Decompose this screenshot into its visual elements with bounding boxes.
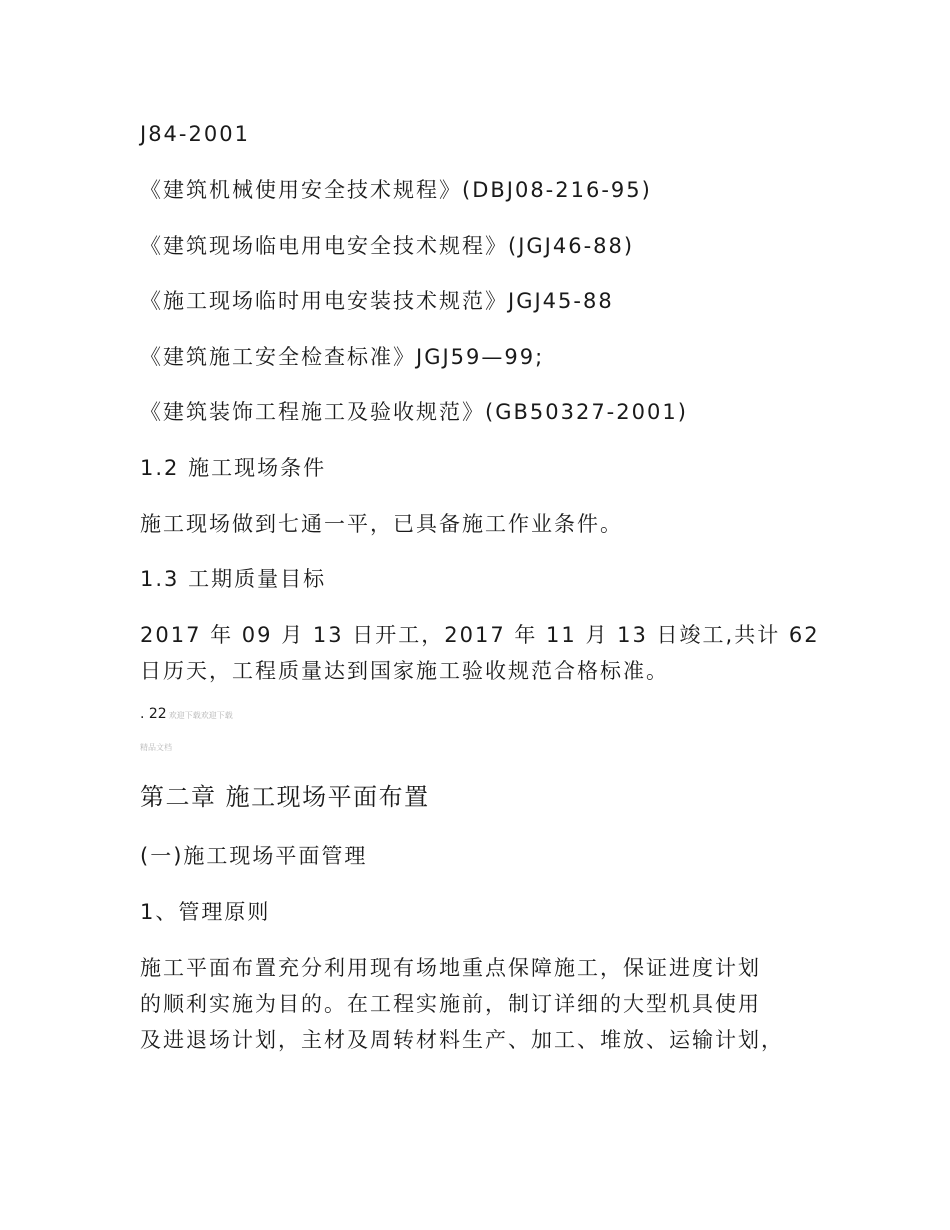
standard-item: 《建筑装饰工程施工及验收规范》(GB50327-2001) — [140, 400, 688, 424]
paragraph: 施工现场做到七通一平，已具备施工作业条件。 — [140, 512, 623, 536]
standard-item: 《建筑施工安全检查标准》JGJ59—99; — [140, 345, 545, 369]
page-marker — [140, 706, 233, 724]
paragraph-line: 的顺利实施为目的。在工程实施前，制订详细的大型机具使用 — [140, 992, 761, 1016]
page-number: . 22 — [140, 706, 167, 722]
section-title: 1.2 施工现场条件 — [140, 456, 327, 480]
item-title: 1、管理原则 — [140, 900, 271, 924]
standard-item: 《建筑现场临电用电安全技术规程》(JGJ46-88) — [140, 234, 635, 258]
paragraph-line: 施工平面布置充分利用现有场地重点保障施工，保证进度计划 — [140, 956, 761, 980]
standard-item: J84-2001 — [140, 122, 250, 146]
paragraph-line: 2017 年 09 月 13 日开工，2017 年 11 月 13 日竣工,共计 62 — [140, 623, 820, 647]
standard-item: 《施工现场临时用电安装技术规范》JGJ45-88 — [140, 289, 614, 313]
paragraph-line: 日历天，工程质量达到国家施工验收规范合格标准。 — [140, 659, 669, 683]
footer-watermark-text: 欢迎下载欢迎下载 — [168, 711, 233, 720]
standard-item: 《建筑机械使用安全技术规程》(DBJ08-216-95) — [140, 178, 652, 202]
chapter-title: 第二章 施工现场平面布置 — [140, 783, 430, 811]
subsection-title: (一)施工现场平面管理 — [140, 844, 368, 868]
header-watermark-text: 精品文档 — [140, 743, 172, 752]
paragraph-line: 及进退场计划，主材及周转材料生产、加工、堆放、运输计划， — [140, 1028, 784, 1052]
section-title: 1.3 工期质量目标 — [140, 567, 327, 591]
